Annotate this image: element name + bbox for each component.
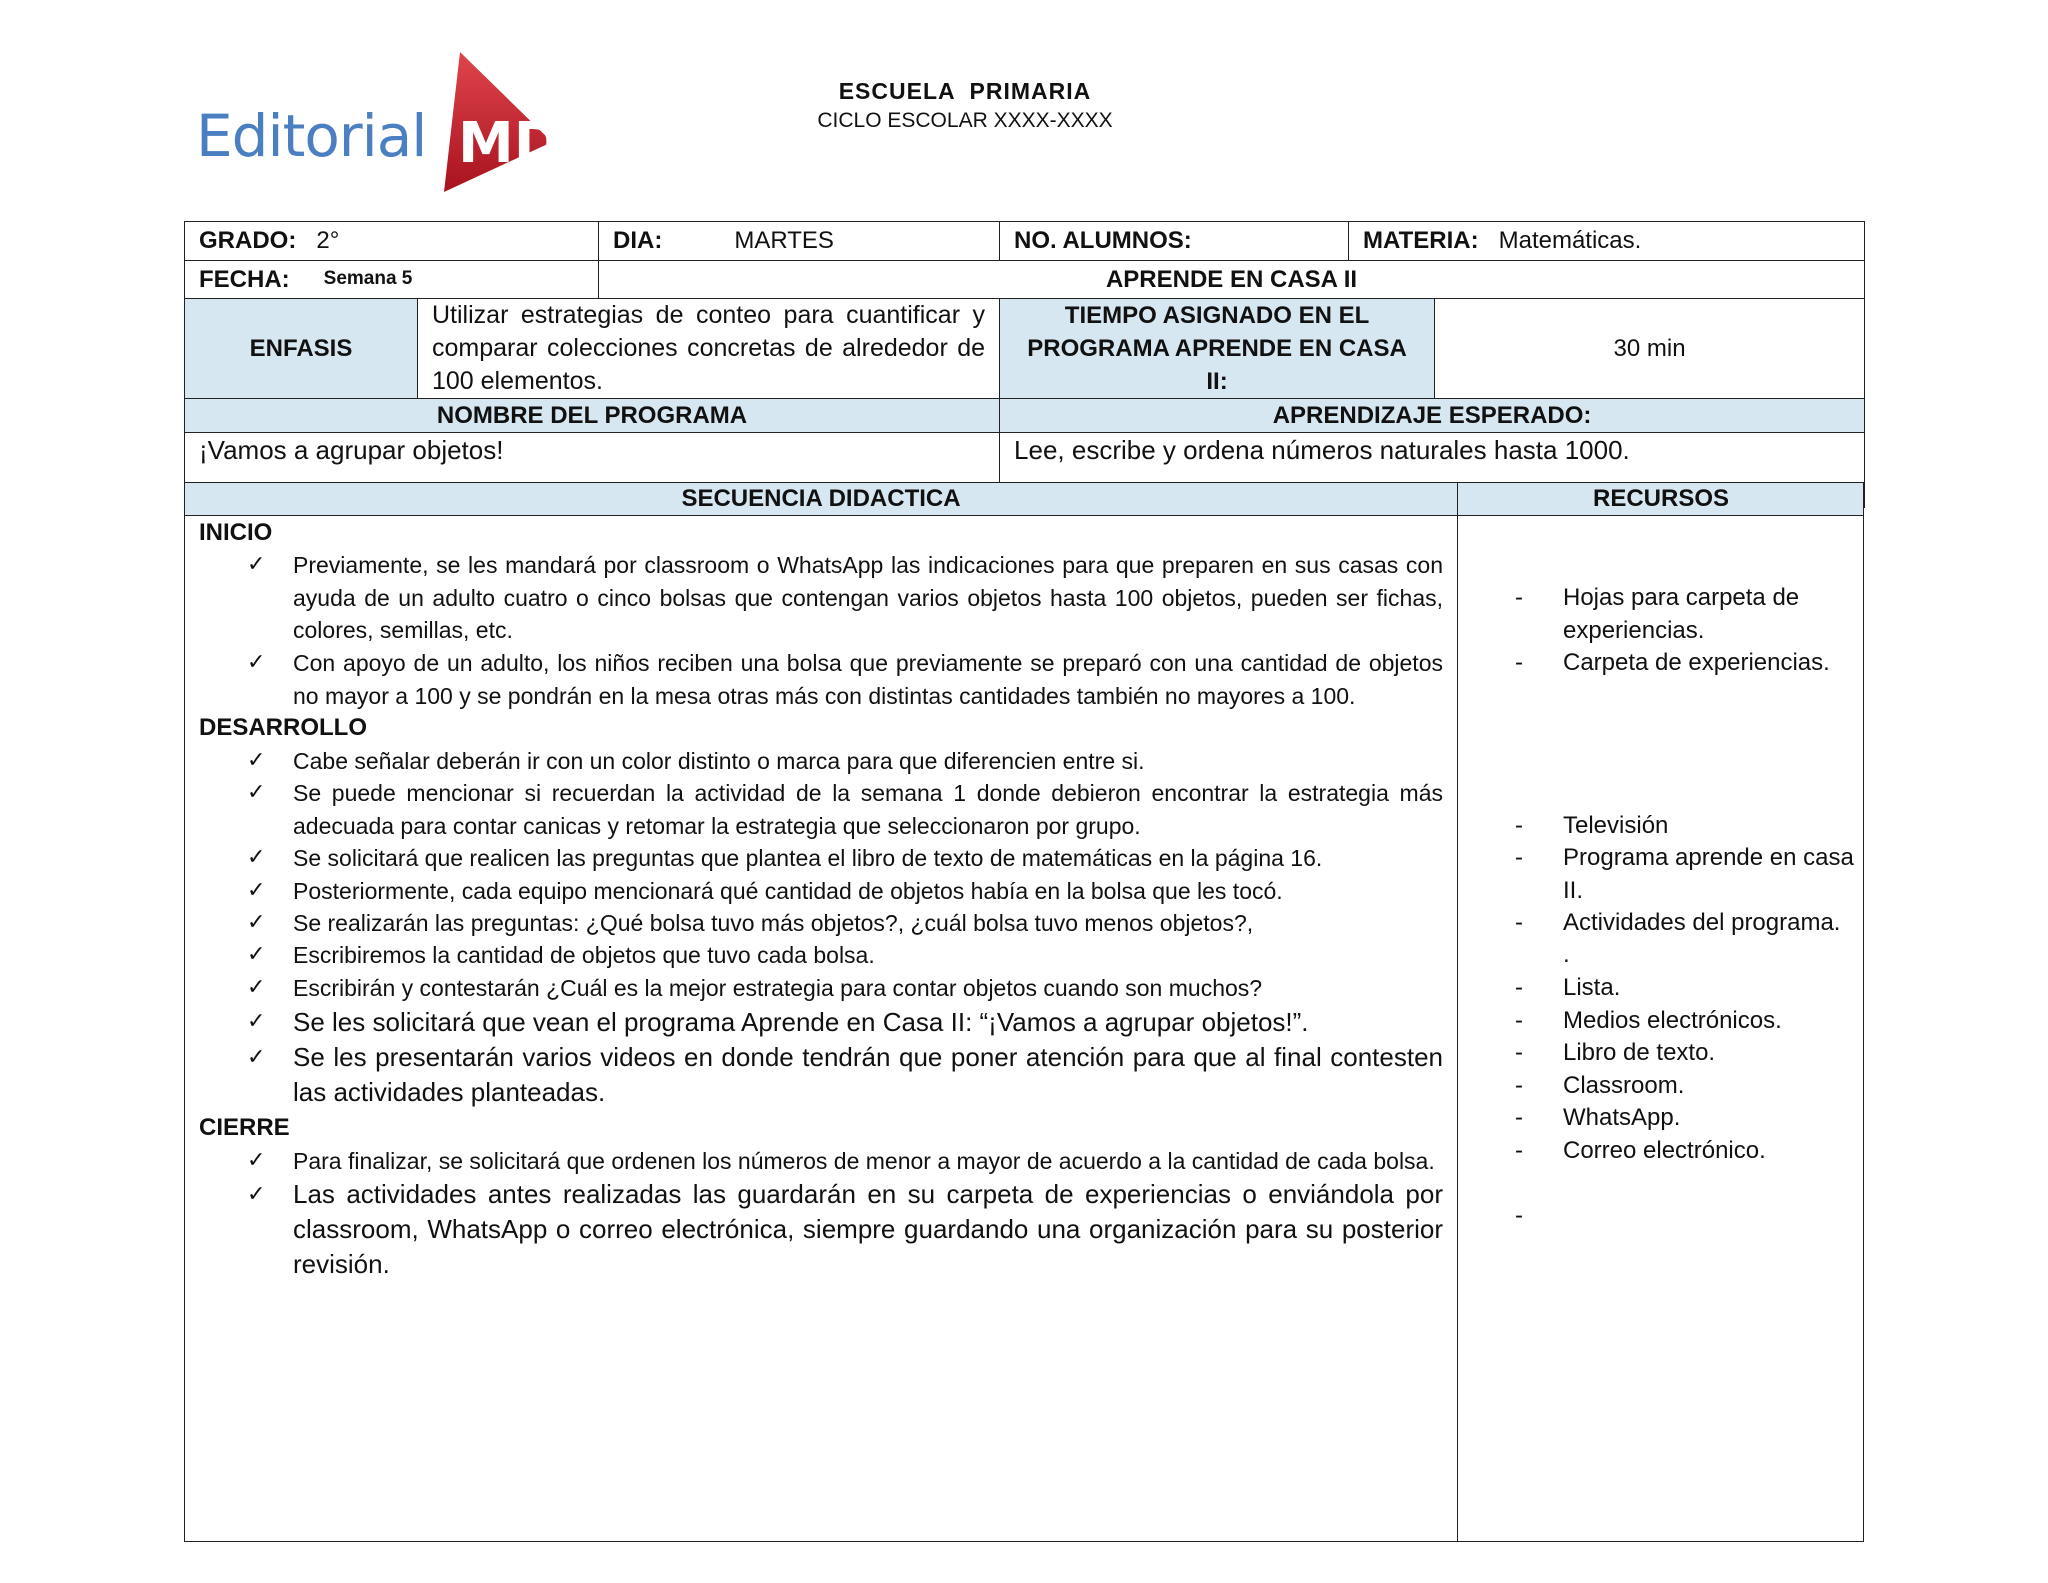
list-item: ✓ Cabe señalar deberán ir con un color distinto o marca para que diferencien entre si. (199, 745, 1443, 778)
dia-value: MARTES (734, 227, 834, 254)
list-item: ✓ Para finalizar, se solicitará que ordenen los números de menor a mayor de acuerdo a la cantidad de cada bolsa. (199, 1145, 1443, 1178)
list-item: ✓ Se puede mencionar si recuerdan la actividad de la semana 1 donde debieron encontrar la estrategia más adecuada para contar canicas y retomar la estrategia que seleccionaron por grupo. (199, 777, 1443, 842)
materia-cell (1349, 222, 1865, 261)
list-item: ✓ Posteriormente, cada equipo mencionará qué cantidad de objetos había en la bolsa que les tocó. (199, 875, 1443, 908)
checkmark-icon: ✓ (247, 780, 266, 805)
recurso-item: - Classroom. (1515, 1072, 1685, 1099)
nombre-programa-value: ¡Vamos a agrupar objetos! (185, 433, 1000, 508)
school-name: ESCUELA PRIMARIA (838, 78, 1092, 104)
logo-md-mark-icon (422, 50, 562, 192)
dia-cell (599, 222, 1000, 261)
aprendizaje-label: APRENDIZAJE ESPERADO: (1000, 399, 1865, 433)
grado-cell (185, 222, 599, 261)
sequence-table: SECUENCIA DIDACTICA RECURSOS INICIO ✓ Previamente, se les mandará por classroom o WhatsApp las indicaciones para que preparen en sus casas con ayuda de un adulto cuatro o cinco bolsas que contengan varios objetos hasta 100 objetos, pueden ser fichas, colores, semillas, etc. ✓ Con apoyo de un adulto, los niños reciben una bolsa que previamente se preparó con una cantidad de objetos no mayor a 100 y se pondrán en la mesa otras más con distintas cantidades también no mayores a 100. DESARROLLO ✓ Cabe señalar deberán ir con un color distinto o marca para que diferencien entre si. ✓ Se puede mencionar si recuerdan la actividad de la semana 1 donde debieron encontrar la estrategia más adecuada para contar canicas y retomar la estrategia que seleccionaron por grupo. ✓ Se solicitará que realicen las preguntas que plantea el libro de texto de matemáticas en la página 16. ✓ Posteriormente, cada equipo mencionará qué cantidad de objetos había en la bolsa que les tocó. ✓ Se realizarán las preguntas: ¿Qué bolsa tuvo más objetos?, ¿cuál bolsa tuvo menos objetos?, ✓ Escribiremos la cantidad de objetos que tuvo cada bolsa. ✓ Escribirán y contestarán ¿Cuál es la mejor estrategia para contar objetos cuando son muchos? ✓ Se les solicitará que vean el programa Aprende en Casa II: “¡Vamos a agrupar objetos!”. ✓ Se les presentarán varios videos en donde tendrán que poner atención para que al final contesten las actividades planteadas. CIERRE ✓ Para finalizar, se solicitará que ordenen los números de menor a mayor de acuerdo a la cantidad de cada bolsa. ✓ Las actividades antes realizadas las guardarán en su carpeta de experiencias o enviándola por classroom, WhatsApp o correo electrónica, siempre guardando una organización para su posterior revisión. - Hojas para carpeta de experiencias. - Carpeta de experiencias. - Televisión - Programa aprende en casa II. - Actividades del programa. . - Lista. - Medios electrónicos. - Libro de texto. - Classroom. - WhatsApp. - Correo electrónico. - (184, 482, 1864, 1542)
fecha-value: Semana 5 (323, 267, 413, 289)
recurso-item: - Lista. (1515, 974, 1621, 1001)
logo-mark: MD (458, 111, 561, 176)
dia-label: DIA: (613, 227, 663, 254)
aprendizaje-value: Lee, escribe y ordena números naturales hasta 1000. (1000, 433, 1865, 508)
recurso-item: - WhatsApp. (1515, 1104, 1681, 1131)
list-item: ✓ Las actividades antes realizadas las guardarán en su carpeta de experiencias o enviándola por classroom, WhatsApp o correo electrónica, siempre guardando una organización para su posterior revisión. (247, 1179, 1443, 1279)
checkmark-icon: ✓ (247, 650, 266, 675)
cierre-label: CIERRE (199, 1114, 290, 1141)
list-item: ✓ Escribirán y contestarán ¿Cuál es la mejor estrategia para contar objetos cuando son muchos? (199, 972, 1443, 1005)
enfasis-value: Utilizar estrategias de conteo para cuantificar y comparar colecciones concretas de alrededor de 100 elementos. (418, 299, 1000, 399)
recurso-item: - Actividades del programa. (1515, 909, 1841, 936)
list-item: ✓ Se realizarán las preguntas: ¿Qué bolsa tuvo más objetos?, ¿cuál bolsa tuvo menos objetos?, (199, 907, 1443, 940)
checkmark-icon: ✓ (247, 552, 266, 577)
fecha-cell (185, 261, 599, 299)
logo-text: Editorial (196, 102, 427, 170)
sequence-header-row (185, 483, 1863, 516)
alumnos-label: NO. ALUMNOS: (1014, 227, 1192, 254)
grado-value: 2° (316, 227, 340, 254)
checkmark-icon: ✓ (247, 878, 266, 903)
recurso-item: - Programa aprende en casa II. (1515, 844, 1854, 904)
tiempo-label: TIEMPO ASIGNADO EN EL PROGRAMA APRENDE EN CASA II: (1000, 299, 1435, 399)
materia-label: MATERIA: (1363, 227, 1479, 254)
recurso-item: - Televisión (1515, 812, 1669, 839)
list-item: ✓ Previamente, se les mandará por classroom o WhatsApp las indicaciones para que preparen en sus casas con ayuda de un adulto cuatro o cinco bolsas que contengan varios objetos hasta 100 objetos, pueden ser fichas, colores, semillas, etc. (199, 549, 1443, 647)
recursos-header: RECURSOS (1592, 485, 1730, 512)
checkmark-icon: ✓ (247, 1182, 266, 1207)
grado-label: GRADO: (199, 227, 297, 254)
list-item: ✓ Escribiremos la cantidad de objetos que tuvo cada bolsa. (199, 939, 1443, 972)
checkmark-icon: ✓ (247, 1148, 266, 1173)
recurso-item: - Libro de texto. (1515, 1039, 1716, 1066)
recurso-item: - Carpeta de experiencias. (1515, 649, 1830, 676)
fecha-label: FECHA: (199, 265, 290, 293)
inicio-label: INICIO (199, 519, 273, 546)
school-cycle: CICLO ESCOLAR XXXX-XXXX (817, 109, 1113, 132)
recurso-item: - Correo electrónico. (1515, 1137, 1766, 1164)
editorial-md-logo (196, 50, 566, 195)
checkmark-icon: ✓ (247, 975, 266, 1000)
secuencia-header: SECUENCIA DIDACTICA (681, 485, 961, 512)
materia-value: Matemáticas. (1498, 227, 1642, 254)
checkmark-icon: ✓ (247, 1045, 266, 1070)
enfasis-label: ENFASIS (185, 299, 418, 399)
list-item: ✓ Se les solicitará que vean el programa Aprende en Casa II: “¡Vamos a agrupar objetos!”. (247, 1007, 1309, 1037)
checkmark-icon: ✓ (247, 910, 266, 935)
recurso-item: - Medios electrónicos. (1515, 1007, 1782, 1034)
desarrollo-label: DESARROLLO (199, 714, 367, 741)
list-item: ✓ Con apoyo de un adulto, los niños reciben una bolsa que previamente se preparó con una cantidad de objetos no mayor a 100 y se pondrán en la mesa otras más con distintas cantidades también no mayores a 100. (199, 647, 1443, 712)
recurso-item: - Hojas para carpeta de experiencias. (1515, 584, 1800, 644)
list-item: ✓ Se solicitará que realicen las preguntas que plantea el libro de texto de matemáticas en la página 16. (199, 842, 1443, 875)
list-item: ✓ Se les presentarán varios videos en donde tendrán que poner atención para que al final contesten las actividades planteadas. (247, 1042, 1443, 1107)
checkmark-icon: ✓ (247, 845, 266, 870)
recurso-item: . (1563, 941, 1570, 968)
info-table (184, 221, 1865, 508)
tiempo-value: 30 min (1435, 299, 1865, 399)
program-banner: APRENDE EN CASA II (599, 261, 1865, 299)
school-header (760, 78, 1170, 133)
checkmark-icon: ✓ (247, 748, 266, 773)
checkmark-icon: ✓ (247, 1009, 266, 1034)
nombre-programa-label: NOMBRE DEL PROGRAMA (185, 399, 1000, 433)
alumnos-cell (1000, 222, 1349, 261)
checkmark-icon: ✓ (247, 942, 266, 967)
